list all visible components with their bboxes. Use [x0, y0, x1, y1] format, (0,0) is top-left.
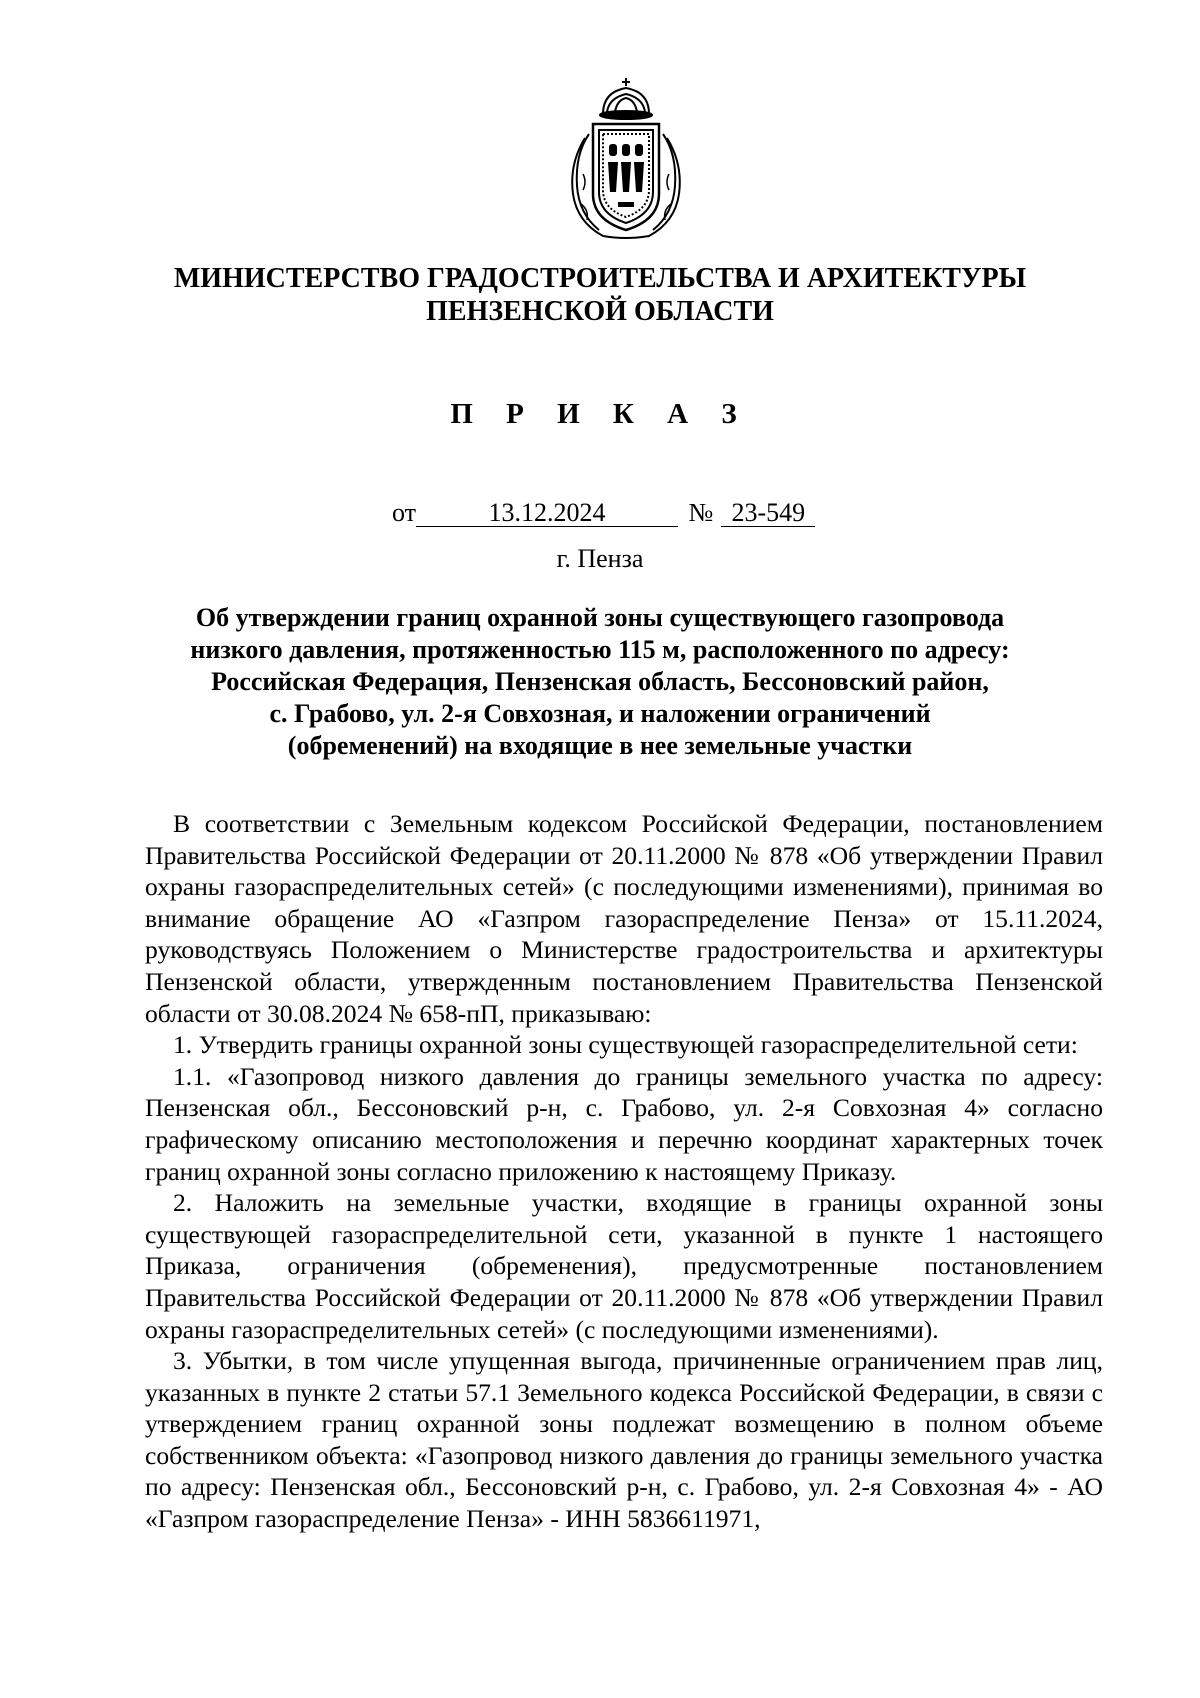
- body-paragraph-item-1: 1. Утвердить границы охранной зоны существующей газораспределительной сети:: [173, 1030, 1078, 1060]
- document-subject: [0, 602, 1200, 762]
- ministry-name-line2: ПЕНЗЕНСКОЙ ОБЛАСТИ: [426, 296, 774, 327]
- body-paragraph-item-1-1: 1.1. «Газопровод низкого давления до границы земельного участка по адресу: Пензенская обл., Бессоновский р-н, с. Грабово, ул. 2-я Совхозная 4» согласно графическому описанию местоположения и перечню координат характерных точек границ охранной зоны согласно приложению к настоящему Приказу.: [145, 1061, 1103, 1186]
- document-type-title: П Р И К А З: [450, 398, 750, 430]
- document-date: 13.12.2024: [416, 500, 678, 527]
- subject-line: низкого давления, протяженностью 115 м, расположенного по адресу:: [190, 635, 1010, 664]
- ministry-name: [0, 262, 1200, 328]
- body-paragraph-preamble: В соответствии с Земельным кодексом Российской Федерации, постановлением Правительства Российской Федерации от 20.11.2000 № 878 «Об утверждении Правил охраны газораспределительных сетей» (с последующими изменениями), принимая во внимание обращение АО «Газпром газораспределение Пенза» от 15.11.2024, руководствуясь Положением о Министерстве градостроительства и архитектуры Пензенской области, утвержденным постановлением Правительства Пензенской области от 30.08.2024 № 658-пП, приказываю:: [145, 809, 1103, 1028]
- subject-line: Российская Федерация, Пензенская область, Бессоновский район,: [211, 667, 989, 696]
- body-paragraph-item-3: 3. Убытки, в том числе упущенная выгода, причиненные ограничением прав лиц, указанных в пункте 2 статьи 57.1 Земельного кодекса Российской Федерации, в связи с утверждением границ охранной зоны подлежат возмещению в полном объеме собственником объекта: «Газопровод низкого давления до границы земельного участка по адресу: Пензенская обл., Бессоновский р-н, с. Грабово, ул. 2-я Совхозная 4» - АО «Газпром газораспределение Пенза» - ИНН 5836611971,: [145, 1346, 1103, 1534]
- subject-line: с. Грабово, ул. 2-я Совхозная, и наложении ограничений: [269, 699, 931, 728]
- number-prefix: №: [688, 498, 714, 527]
- coat-of-arms-emblem: [563, 74, 689, 242]
- body-paragraph-item-2: 2. Наложить на земельные участки, входящие в границы охранной зоны существующей газораспределительной сети, указанной в пункте 1 настоящего Приказа, ограничения (обременения), предусмотренные постановлением Правительства Российской Федерации от 20.11.2000 № 878 «Об утверждении Правил охраны газораспределительных сетей» (с последующими изменениями).: [145, 1188, 1103, 1344]
- date-number-line: [392, 498, 815, 528]
- document-body: [145, 808, 1103, 1535]
- city-name: г. Пенза: [556, 544, 644, 573]
- ministry-name-line1: МИНИСТЕРСТВО ГРАДОСТРОИТЕЛЬСТВА И АРХИТЕКТУРЫ: [173, 263, 1027, 294]
- date-prefix: от: [392, 498, 417, 527]
- subject-line: (обременений) на входящие в нее земельные участки: [287, 731, 913, 760]
- document-number: 23-549: [721, 500, 815, 527]
- subject-line: Об утверждении границ охранной зоны существующего газопровода: [195, 603, 1005, 632]
